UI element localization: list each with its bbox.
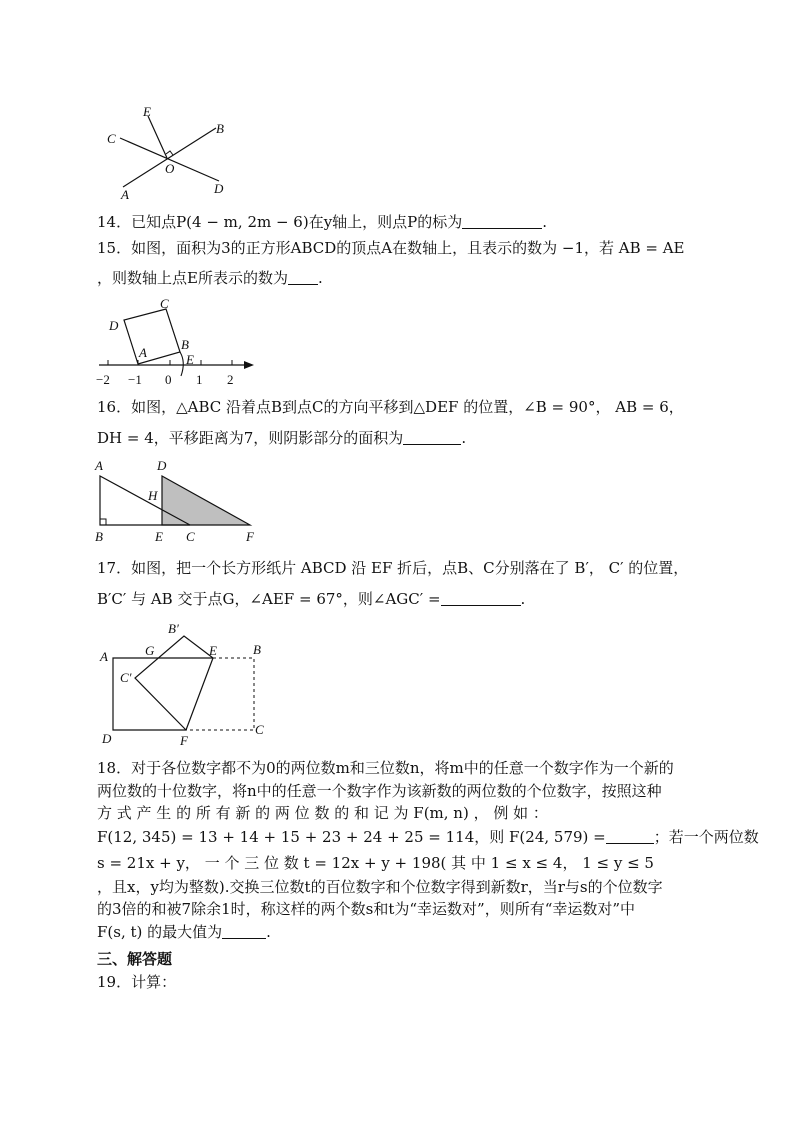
fig17-label-E: E [209,643,217,658]
q14-text: 14．已知点P(4 − m, 2m − 6)在y轴上，则点P的标为 [97,213,463,231]
q15-line2-text: ，则数轴上点E所表示的数为 [97,269,288,287]
fig13-label-B: B [216,121,224,136]
fig16-label-D: D [157,458,167,473]
fig17-label-B: B [253,642,261,657]
question-18-line1: 18．对于各位数字都不为0的两位数m和三位数n，将m中的任意一个数字作为一个新的 [97,759,674,777]
q18-line4-text: F(12, 345) = 13 + 14 + 15 + 23 + 24 + 25 = 114，则 F(24, 579) = [97,828,606,846]
fig15-label-A: A [139,345,147,360]
q18-line4-tail: ；若一个两位数 [653,828,759,846]
section-title: 三、解答题 [97,950,173,968]
fig16-label-E: E [155,529,163,544]
q18-answer-blank-1 [606,828,654,844]
q18-line8-text: F(s, t) 的最大值为 [97,923,223,941]
q17-line2-text: B′C′ 与 AB 交于点G，∠AEF = 67°，则∠AGC′ = [97,590,441,608]
question-18-line5: s = 21x + y， 一 个 三 位 数 t = 12x + y + 198( 其 中 1 ≤ x ≤ 4， 1 ≤ y ≤ 5 [97,854,654,872]
question-15-line1: 15．如图，面积为3的正方形ABCD的顶点A在数轴上，且表示的数为 −1，若 AB = AE [97,239,685,257]
fig13-label-A: A [121,187,129,202]
fig16-label-B: B [95,529,103,544]
question-18-line6: ，且x，y均为整数).交换三位数t的百位数字和个位数字得到新数r，当r与s的个位数字 [97,878,663,896]
question-18-line3: 方 式 产 生 的 所 有 新 的 两 位 数 的 和 记 为 F(m, n) ， 例 如 ： [97,804,548,822]
fig16-label-A: A [95,458,103,473]
question-18-line8 [97,922,271,942]
fig15-tick-2: 2 [227,372,234,387]
fig15-label-D: D [109,318,119,333]
q16-line2-text: DH = 4，平移距离为7，则阴影部分的面积为 [97,429,404,447]
fig16-label-C: C [186,529,195,544]
q16-end: . [461,429,467,447]
question-16-line1: 16．如图，△ABC 沿着点B到点C的方向平移到△DEF 的位置，∠B = 90°， AB = 6， [97,398,684,416]
fig15-tick-1: 1 [196,372,203,387]
fig17-label-F: F [180,733,188,748]
fig15-label-E: E [186,352,194,367]
fig17-label-Cp: C′ [120,670,132,685]
question-18-line2: 两位数的十位数字，将n中的任意一个数字作为该新数的两位数的个位数字，按照这种 [97,782,662,800]
question-19: 19．计算： [97,973,177,991]
fig13-label-D: D [214,181,224,196]
fig15-label-B: B [181,337,189,352]
fig17-label-A: A [100,649,108,664]
q17-end: . [520,590,526,608]
fig15-label-C: C [160,296,169,311]
fig16-label-H: H [148,488,158,503]
fig13-label-E: E [143,104,151,119]
q18-end: . [266,923,271,941]
question-18-line7: 的3倍的和被7除余1时，称这样的两个数s和t为“幸运数对”，则所有“幸运数对”中 [97,900,636,918]
fig17-label-Bp: B′ [168,621,179,636]
fig17-label-D: D [102,731,112,746]
question-18-line4 [97,827,759,847]
q15-end: . [317,269,323,287]
fig17-label-G: G [145,643,155,658]
fig17-label-C: C [255,722,264,737]
fig13-label-O: O [165,161,175,176]
q18-answer-blank-2 [222,923,266,939]
fig13-label-C: C [107,131,116,146]
fig15-tick-neg2: −2 [96,372,110,387]
fig15-tick-neg1: −1 [128,372,142,387]
fig16-label-F: F [246,529,254,544]
q14-end: . [542,213,548,231]
question-17-line1: 17．如图，把一个长方形纸片 ABCD 沿 EF 折后，点B、C分别落在了 B′， C′ 的位置， [97,559,689,577]
fig15-tick-0: 0 [165,372,172,387]
